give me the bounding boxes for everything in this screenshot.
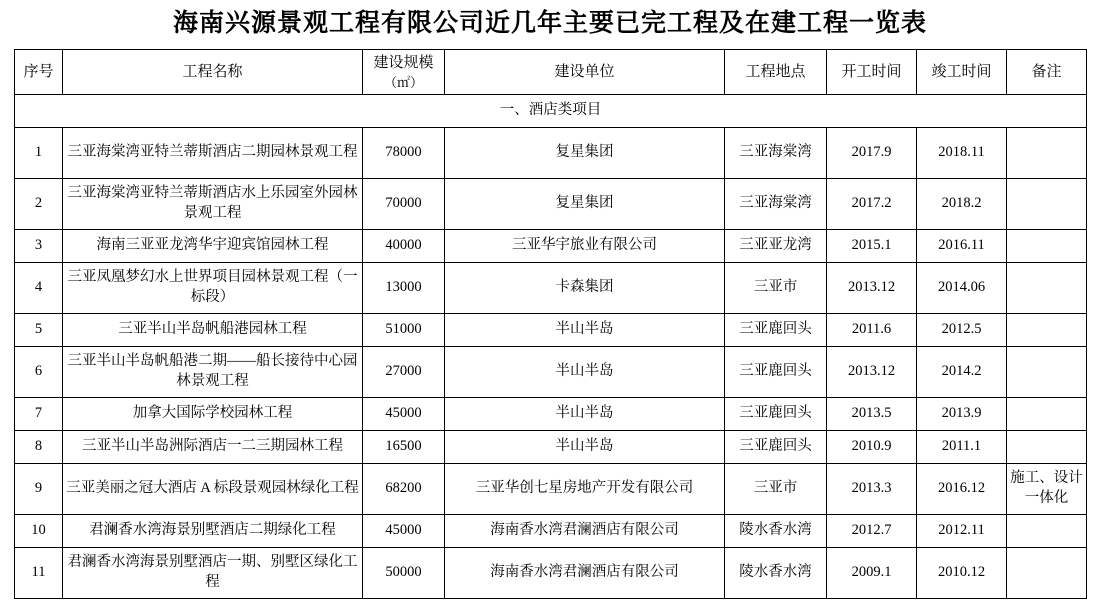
cell-scale: 13000 (363, 263, 445, 314)
cell-location: 三亚市 (725, 464, 827, 515)
cell-location: 三亚鹿回头 (725, 398, 827, 431)
cell-project-name: 三亚半山半岛帆船港二期——船长接待中心园林景观工程 (63, 347, 363, 398)
cell-finish-date: 2010.12 (917, 548, 1007, 599)
cell-project-name: 加拿大国际学校园林工程 (63, 398, 363, 431)
cell-start-date: 2011.6 (827, 314, 917, 347)
cell-finish-date: 2016.11 (917, 230, 1007, 263)
cell-start-date: 2017.9 (827, 128, 917, 179)
cell-project-name: 三亚海棠湾亚特兰蒂斯酒店二期园林景观工程 (63, 128, 363, 179)
header-finish-date: 竣工时间 (917, 50, 1007, 95)
cell-project-name: 君澜香水湾海景别墅酒店二期绿化工程 (63, 515, 363, 548)
table-row (15, 515, 1087, 548)
cell-client: 半山半岛 (445, 398, 725, 431)
cell-no: 5 (15, 314, 63, 347)
cell-start-date: 2012.7 (827, 515, 917, 548)
table-row (15, 128, 1087, 179)
cell-client: 海南香水湾君澜酒店有限公司 (445, 548, 725, 599)
header-no: 序号 (15, 50, 63, 95)
header-start-date: 开工时间 (827, 50, 917, 95)
document-page (0, 8, 1100, 610)
cell-client: 卡森集团 (445, 263, 725, 314)
cell-scale: 68200 (363, 464, 445, 515)
section-label: 一、酒店类项目 (15, 95, 1087, 128)
cell-start-date: 2015.1 (827, 230, 917, 263)
cell-remark (1007, 347, 1087, 398)
cell-client: 海南香水湾君澜酒店有限公司 (445, 515, 725, 548)
cell-remark (1007, 179, 1087, 230)
cell-project-name: 三亚半山半岛洲际酒店一二三期园林工程 (63, 431, 363, 464)
table-row (15, 263, 1087, 314)
cell-finish-date: 2016.12 (917, 464, 1007, 515)
cell-location: 三亚鹿回头 (725, 314, 827, 347)
cell-no: 7 (15, 398, 63, 431)
table-row (15, 398, 1087, 431)
table-row (15, 347, 1087, 398)
table-row (15, 314, 1087, 347)
cell-remark (1007, 515, 1087, 548)
cell-location: 三亚鹿回头 (725, 347, 827, 398)
header-client: 建设单位 (445, 50, 725, 95)
cell-finish-date: 2011.1 (917, 431, 1007, 464)
cell-location: 三亚鹿回头 (725, 431, 827, 464)
cell-remark (1007, 230, 1087, 263)
cell-location: 三亚亚龙湾 (725, 230, 827, 263)
cell-project-name: 海南三亚亚龙湾华宇迎宾馆园林工程 (63, 230, 363, 263)
cell-no: 4 (15, 263, 63, 314)
cell-no: 3 (15, 230, 63, 263)
cell-start-date: 2010.9 (827, 431, 917, 464)
cell-no: 1 (15, 128, 63, 179)
header-scale (363, 50, 445, 95)
cell-start-date: 2017.2 (827, 179, 917, 230)
cell-project-name: 三亚半山半岛帆船港园林工程 (63, 314, 363, 347)
cell-start-date: 2013.12 (827, 263, 917, 314)
cell-client: 半山半岛 (445, 347, 725, 398)
cell-remark (1007, 314, 1087, 347)
cell-start-date: 2013.5 (827, 398, 917, 431)
cell-finish-date: 2018.2 (917, 179, 1007, 230)
cell-finish-date: 2014.2 (917, 347, 1007, 398)
cell-finish-date: 2012.11 (917, 515, 1007, 548)
page-title: 海南兴源景观工程有限公司近几年主要已完工程及在建工程一览表 (172, 10, 927, 37)
cell-location: 三亚海棠湾 (725, 179, 827, 230)
cell-project-name: 君澜香水湾海景别墅酒店一期、别墅区绿化工程 (63, 548, 363, 599)
cell-scale: 45000 (363, 398, 445, 431)
cell-location: 陵水香水湾 (725, 548, 827, 599)
projects-table (14, 49, 1087, 599)
cell-client: 三亚华创七星房地产开发有限公司 (445, 464, 725, 515)
cell-remark: 施工、设计一体化 (1007, 464, 1087, 515)
cell-project-name: 三亚美丽之冠大酒店 A 标段景观园林绿化工程 (63, 464, 363, 515)
section-header-row (15, 95, 1087, 128)
cell-start-date: 2013.3 (827, 464, 917, 515)
cell-client: 三亚华宇旅业有限公司 (445, 230, 725, 263)
cell-location: 三亚市 (725, 263, 827, 314)
cell-client: 复星集团 (445, 128, 725, 179)
cell-no: 10 (15, 515, 63, 548)
header-remark: 备注 (1007, 50, 1087, 95)
header-location: 工程地点 (725, 50, 827, 95)
cell-remark (1007, 128, 1087, 179)
cell-start-date: 2009.1 (827, 548, 917, 599)
cell-scale: 27000 (363, 347, 445, 398)
cell-scale: 40000 (363, 230, 445, 263)
header-project-name: 工程名称 (63, 50, 363, 95)
header-scale-unit: （㎡） (383, 74, 423, 90)
cell-scale: 50000 (363, 548, 445, 599)
cell-no: 2 (15, 179, 63, 230)
cell-location: 三亚海棠湾 (725, 128, 827, 179)
table-row (15, 230, 1087, 263)
cell-scale: 70000 (363, 179, 445, 230)
cell-remark (1007, 548, 1087, 599)
cell-scale: 16500 (363, 431, 445, 464)
cell-scale: 78000 (363, 128, 445, 179)
cell-no: 9 (15, 464, 63, 515)
cell-client: 半山半岛 (445, 431, 725, 464)
cell-project-name: 三亚凤凰梦幻水上世界项目园林景观工程（一标段） (63, 263, 363, 314)
table-row (15, 464, 1087, 515)
cell-start-date: 2013.12 (827, 347, 917, 398)
header-scale-label: 建设规模 (373, 55, 434, 72)
cell-scale: 45000 (363, 515, 445, 548)
cell-finish-date: 2013.9 (917, 398, 1007, 431)
cell-finish-date: 2018.11 (917, 128, 1007, 179)
cell-remark (1007, 398, 1087, 431)
table-row (15, 548, 1087, 599)
cell-client: 复星集团 (445, 179, 725, 230)
cell-project-name: 三亚海棠湾亚特兰蒂斯酒店水上乐园室外园林景观工程 (63, 179, 363, 230)
table-row (15, 431, 1087, 464)
cell-location: 陵水香水湾 (725, 515, 827, 548)
cell-no: 11 (15, 548, 63, 599)
table-header-row (15, 50, 1087, 95)
cell-scale: 51000 (363, 314, 445, 347)
cell-finish-date: 2014.06 (917, 263, 1007, 314)
cell-no: 6 (15, 347, 63, 398)
cell-client: 半山半岛 (445, 314, 725, 347)
table-row (15, 179, 1087, 230)
cell-finish-date: 2012.5 (917, 314, 1007, 347)
cell-remark (1007, 263, 1087, 314)
cell-remark (1007, 431, 1087, 464)
cell-no: 8 (15, 431, 63, 464)
